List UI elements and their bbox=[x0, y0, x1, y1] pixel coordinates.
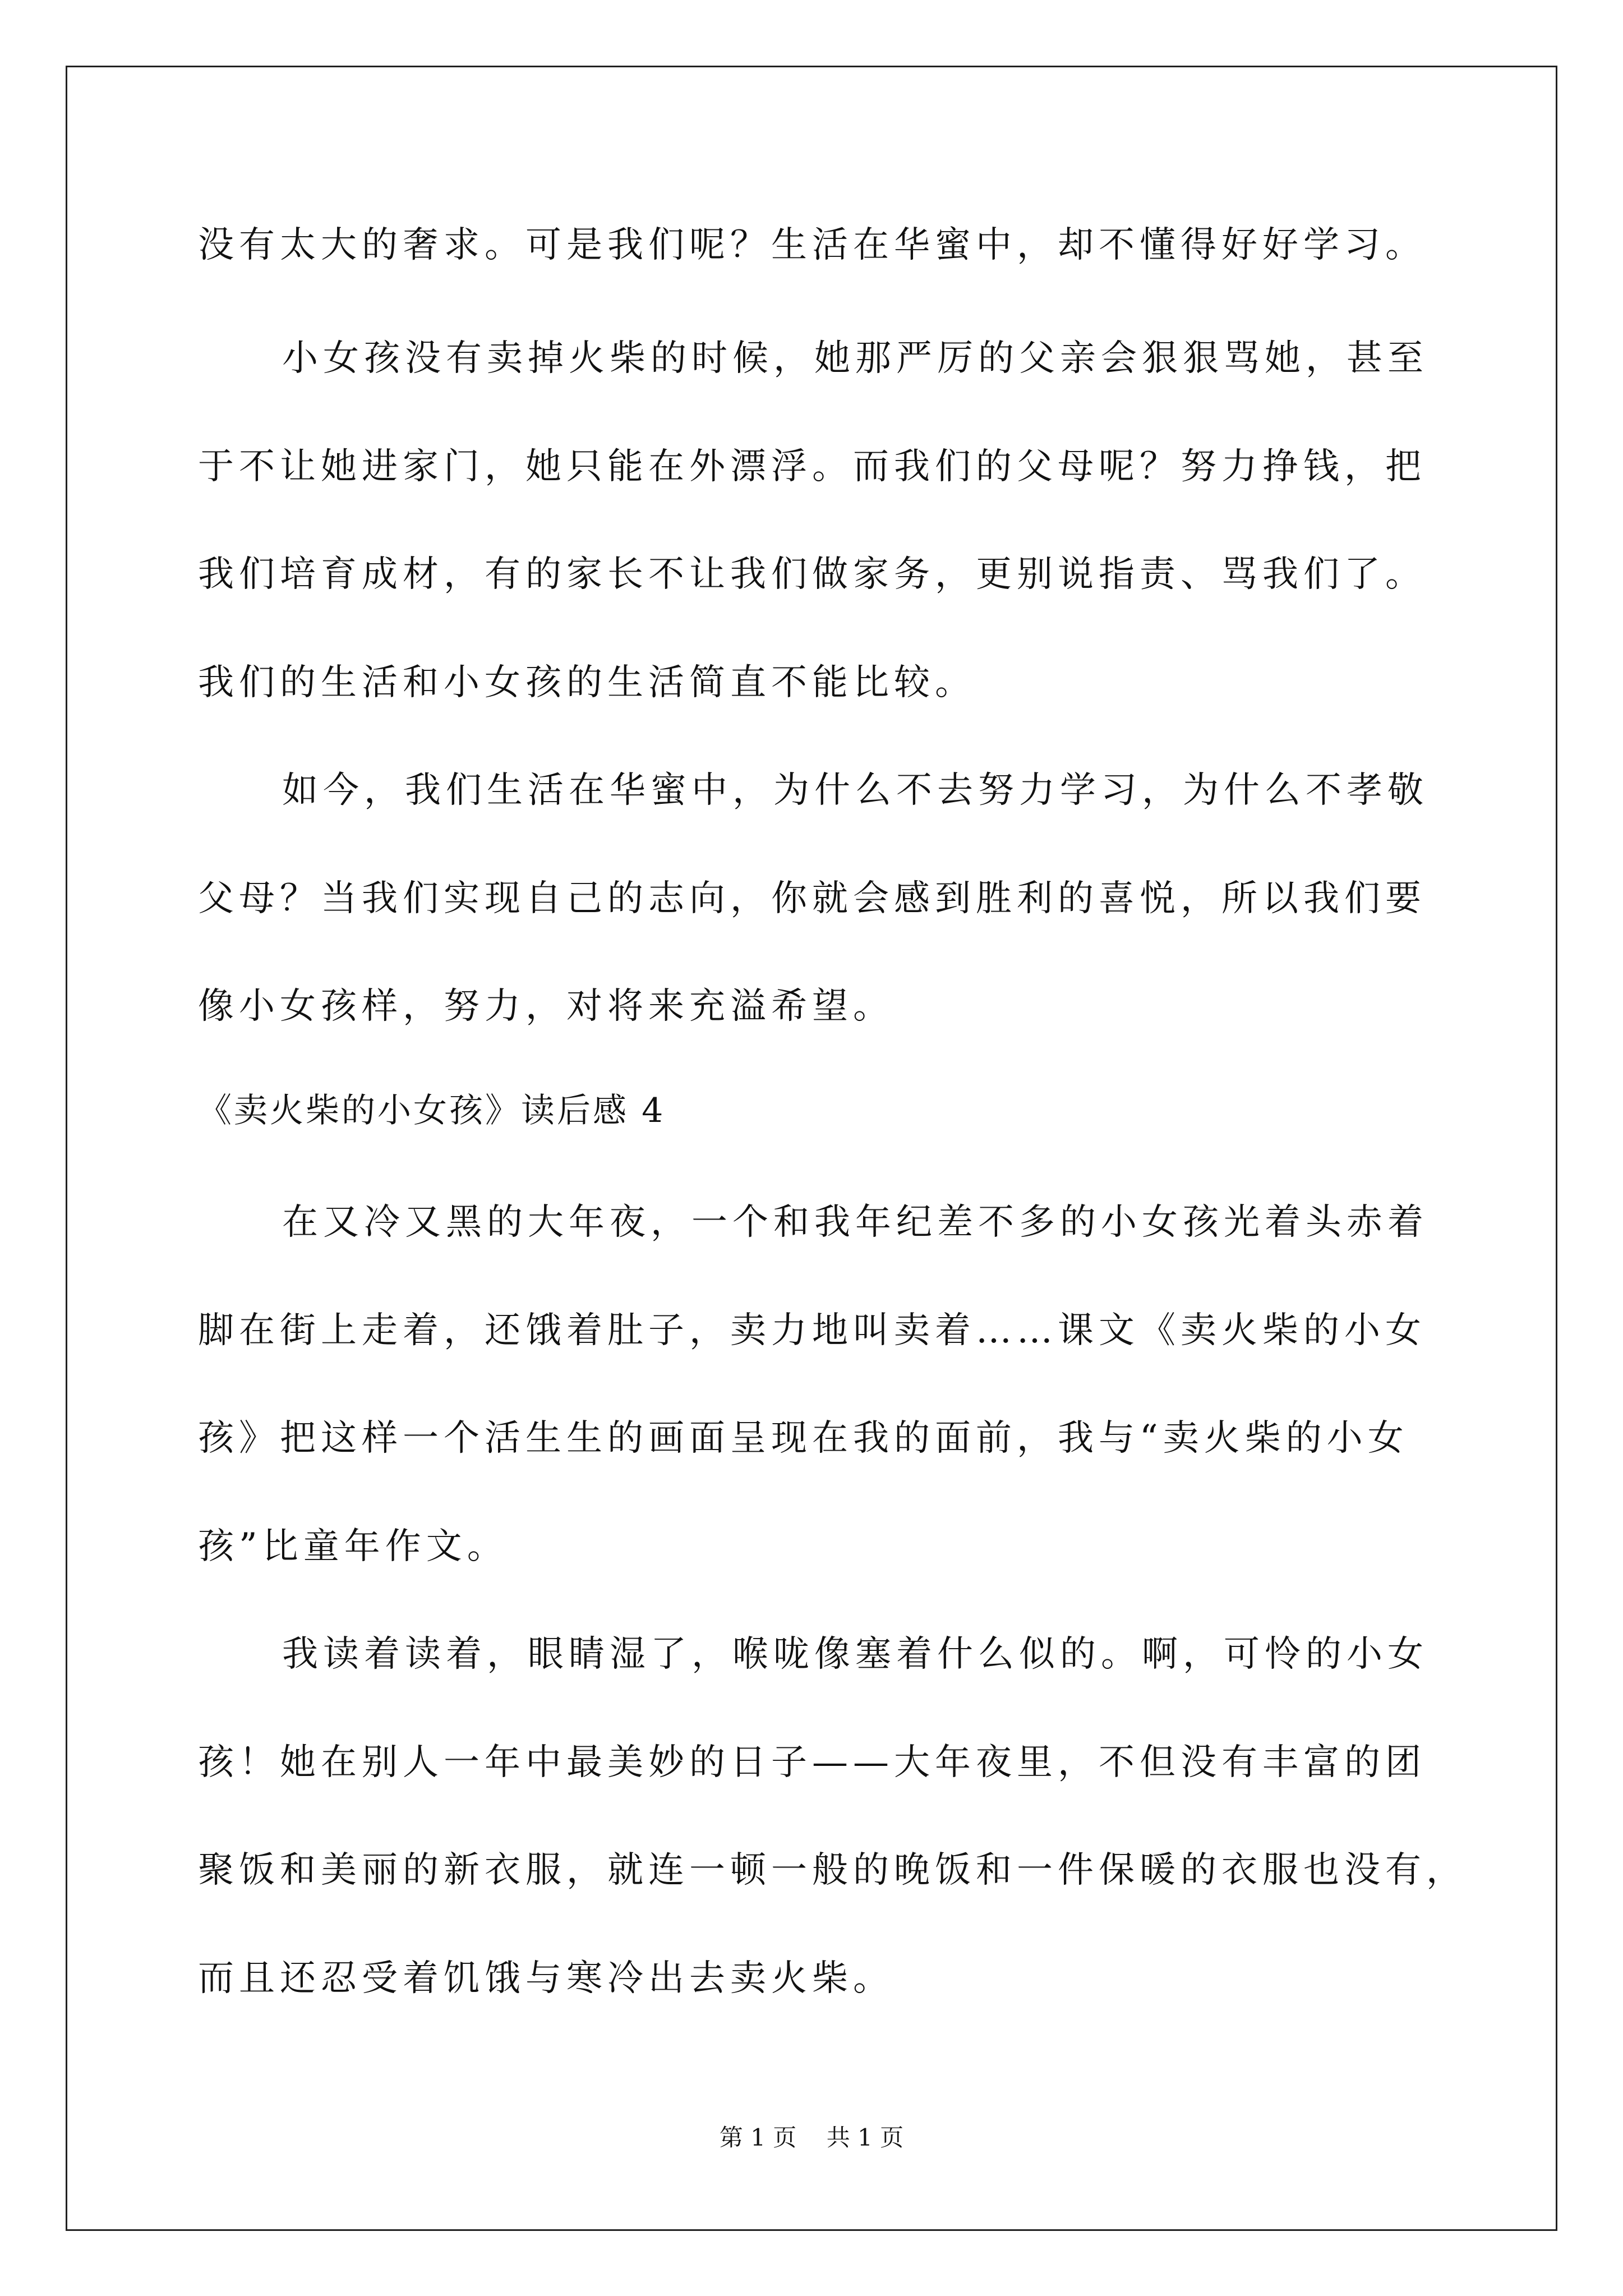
section-heading: 《卖火柴的小女孩》读后感 4 bbox=[198, 1091, 666, 1130]
paragraph-line-3: 于不让她进家门，她只能在外漂浮。而我们的父母呢？努力挣钱，把 bbox=[198, 446, 1426, 487]
paragraph-line-16: 聚饭和美丽的新衣服，就连一顿一般的晚饭和一件保暖的衣服也没有， bbox=[198, 1849, 1467, 1891]
paragraph-line-14: 我读着读着，眼睛湿了，喉咙像塞着什么似的。啊，可怜的小女 bbox=[282, 1634, 1428, 1675]
paragraph-line-8: 像小女孩样，努力，对将来充溢希望。 bbox=[198, 986, 894, 1027]
page-border bbox=[66, 66, 1557, 2231]
paragraph-line-1: 没有太大的奢求。可是我们呢？生活在华蜜中，却不懂得好好学习。 bbox=[198, 224, 1426, 266]
paragraph-line-11: 脚在街上走着，还饿着肚子，卖力地叫卖着……课文《卖火柴的小女 bbox=[198, 1310, 1426, 1351]
paragraph-line-5: 我们的生活和小女孩的生活简直不能比较。 bbox=[198, 662, 976, 703]
paragraph-line-7: 父母？当我们实现自己的志向，你就会感到胜利的喜悦，所以我们要 bbox=[198, 878, 1426, 919]
paragraph-line-2: 小女孩没有卖掉火柴的时候，她那严厉的父亲会狠狠骂她，甚至 bbox=[282, 338, 1428, 379]
page-footer: 第 1 页 共 1 页 bbox=[719, 2124, 904, 2151]
paragraph-line-13: 孩”比童年作文。 bbox=[198, 1526, 508, 1567]
paragraph-line-4: 我们培育成材，有的家长不让我们做家务，更别说指责、骂我们了。 bbox=[198, 554, 1426, 595]
paragraph-line-10: 在又冷又黑的大年夜，一个和我年纪差不多的小女孩光着头赤着 bbox=[282, 1202, 1428, 1243]
paragraph-line-12: 孩》把这样一个活生生的画面呈现在我的面前，我与“卖火柴的小女 bbox=[198, 1418, 1409, 1459]
paragraph-line-15: 孩！她在别人一年中最美妙的日子——大年夜里，不但没有丰富的团 bbox=[198, 1742, 1426, 1783]
paragraph-line-17: 而且还忍受着饥饿与寒冷出去卖火柴。 bbox=[198, 1958, 894, 1999]
paragraph-line-6: 如今，我们生活在华蜜中，为什么不去努力学习，为什么不孝敬 bbox=[282, 770, 1428, 811]
